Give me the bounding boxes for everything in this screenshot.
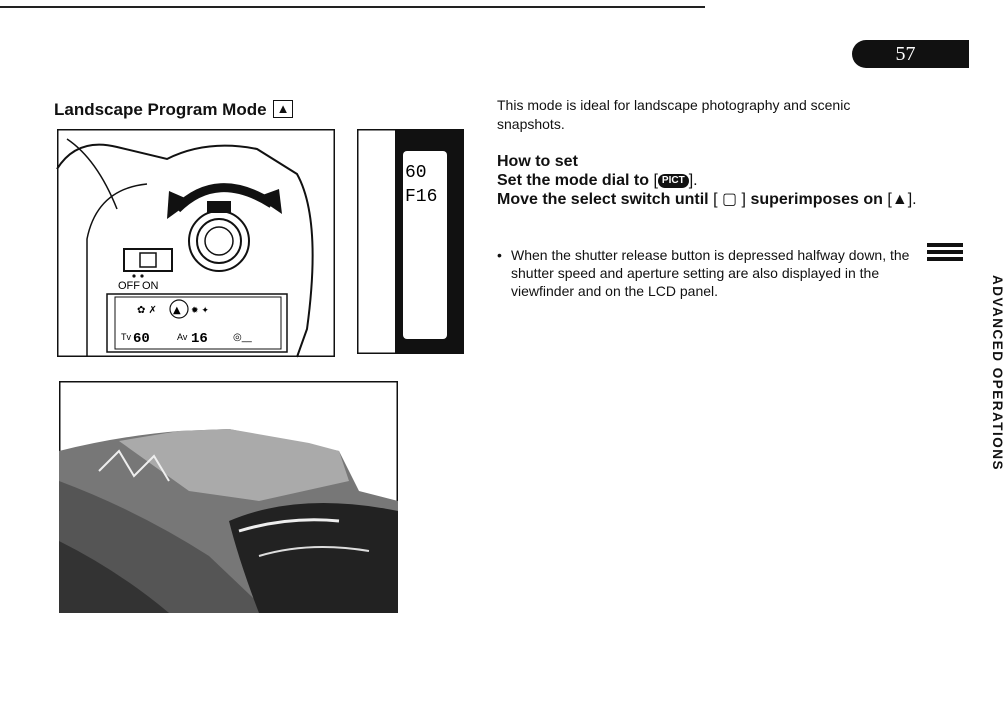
viewfinder-aperture-value: F16: [405, 187, 438, 207]
intro-paragraph: This mode is ideal for landscape photography and scenic snapshots.: [497, 97, 851, 132]
svg-text:◎__: ◎__: [233, 332, 252, 343]
svg-text:✹ ✦: ✹ ✦: [191, 306, 209, 316]
viewfinder-display-illustration: [357, 129, 464, 354]
landscape-icon: ▲: [891, 191, 908, 208]
bullet-text: When the shutter release button is depressed halfway down, the shutter speed and aperture setting are also displayed in the viewfinder and on the LCD panel.: [511, 247, 910, 299]
landscape-photo: [59, 381, 398, 613]
landscape-mode-icon: ▲: [273, 100, 294, 118]
bullet-note: [497, 246, 917, 300]
step-2-suffix: superimposes on: [750, 191, 883, 208]
bullet-dot: •: [497, 247, 502, 263]
switch-on-label: ON: [142, 280, 159, 292]
side-section-label: ADVANCED OPERATIONS: [990, 275, 1005, 472]
svg-text:✿ ✗: ✿ ✗: [137, 305, 157, 316]
section-title-text: Landscape Program Mode: [54, 100, 267, 119]
step-2: Move the select switch until [ ▢ ] superimposes on [▲].: [497, 191, 917, 208]
top-rule: [0, 6, 705, 8]
step-2-text: Move the select switch until: [497, 191, 709, 208]
camera-mode-dial-illustration: [57, 129, 335, 357]
lcd-aperture-value: 16: [191, 331, 208, 347]
section-marker-bars: [927, 243, 963, 269]
how-to-heading: How to set: [497, 153, 578, 170]
step-1: Set the mode dial to [ PICT ].: [497, 172, 698, 189]
lcd-tv-label: Tv: [121, 332, 131, 342]
svg-text:▲: ▲: [173, 305, 181, 316]
viewfinder-shutter-value: 60: [405, 163, 427, 183]
section-title: [54, 100, 293, 120]
step-1-text: Set the mode dial to: [497, 172, 650, 189]
page-number: 57: [895, 43, 916, 65]
page-number-tab: [852, 40, 969, 68]
lcd-shutter-value: 60: [133, 331, 150, 347]
lcd-av-label: Av: [177, 332, 188, 342]
frame-icon: ▢: [721, 191, 738, 208]
pict-mode-badge: PICT: [658, 174, 689, 188]
switch-off-label: OFF: [118, 280, 140, 292]
